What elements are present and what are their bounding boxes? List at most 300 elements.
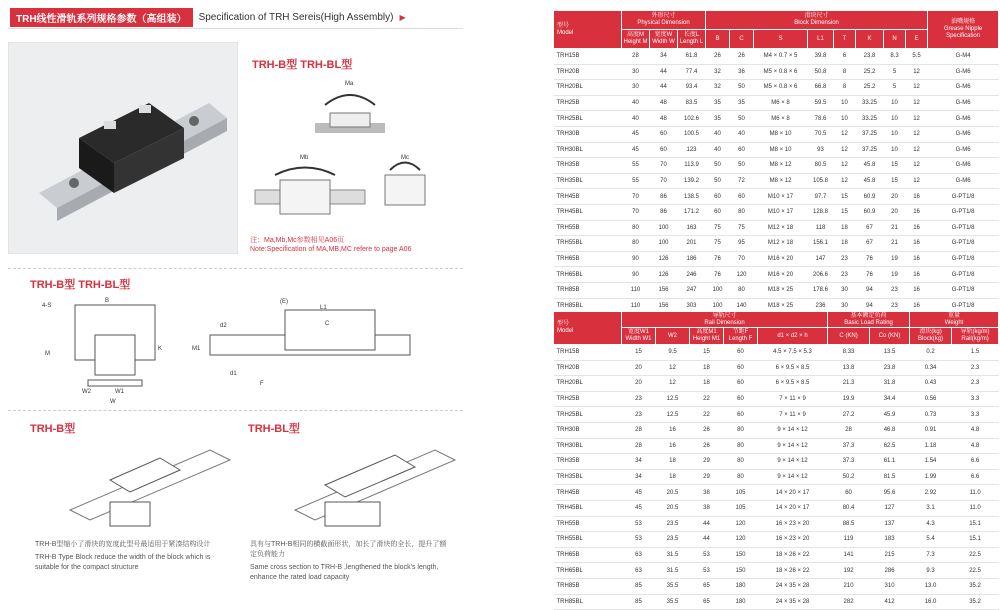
table-cell: 61.8 (678, 49, 706, 65)
table-cell: 31.5 (656, 547, 690, 563)
table-cell: TRH30BL (554, 438, 622, 454)
table-cell: 60 (724, 345, 758, 361)
table-cell: 16 (656, 422, 690, 438)
table-cell: 78.6 (808, 111, 834, 127)
table-cell: 123 (678, 142, 706, 158)
table-cell: M8 × 12 (754, 158, 808, 174)
table-cell: M8 × 10 (754, 126, 808, 142)
table-cell: 60 (724, 407, 758, 423)
table-cell: 156 (650, 282, 678, 298)
table-cell: 37.25 (856, 142, 884, 158)
table-cell: TRH30B (554, 422, 622, 438)
table-cell: 2.92 (910, 485, 952, 501)
divider-1 (8, 268, 463, 269)
table-cell: 60.9 (856, 204, 884, 220)
table-cell: 14 × 20 × 17 (758, 485, 828, 501)
c-dim: C (325, 321, 330, 327)
table-cell: 120 (724, 516, 758, 532)
table-cell: 53 (622, 532, 656, 548)
table-cell: 36 (730, 64, 754, 80)
table-cell: 85 (622, 578, 656, 594)
product-photo (8, 42, 238, 254)
b-type-description: TRH-B型缩小了滑块的宽度此型号最适用于紧凑结构设计 TRH-B Type Block reduce the width of the block which is suitable for the compact structure (35, 541, 211, 571)
header-arrow-icon: ▶ (399, 13, 406, 22)
table-cell: 44 (690, 532, 724, 548)
table-cell: G-PT1/8 (928, 189, 999, 205)
t1-subheader-cell: E (906, 30, 928, 49)
table-cell: M10 × 17 (754, 204, 808, 220)
table-cell: 40 (730, 126, 754, 142)
table-row (554, 547, 999, 563)
table-cell: 22 (690, 391, 724, 407)
table-cell: 1.18 (910, 438, 952, 454)
table-cell: 183 (870, 532, 910, 548)
table-cell: 23.8 (870, 360, 910, 376)
table-cell: 50 (730, 80, 754, 96)
table-cell: 23 (884, 282, 906, 298)
table-cell: 63 (622, 563, 656, 579)
table-cell: 80 (622, 220, 650, 236)
table-cell: G-PT1/8 (928, 282, 999, 298)
table-cell: 12 (656, 360, 690, 376)
t2-subheader-cell: 宽度W1 Width W1 (622, 328, 656, 345)
table-cell: 21.3 (828, 376, 870, 392)
table-cell: 72 (730, 173, 754, 189)
table-row (554, 204, 999, 220)
table-cell: 93 (808, 142, 834, 158)
table-cell: TRH45BL (554, 500, 622, 516)
table-cell: 10 (834, 95, 856, 111)
t2-rail-header: 导轨尺寸 Rail Dimension (622, 312, 828, 328)
table-cell: 16 (906, 298, 928, 314)
table-cell: 37.25 (856, 126, 884, 142)
table-cell: 50.8 (808, 64, 834, 80)
table-cell: 16 × 23 × 20 (758, 532, 828, 548)
table-cell: 60 (706, 204, 730, 220)
table-cell: 22.5 (952, 547, 999, 563)
b-type-drawing (60, 440, 240, 540)
table-cell: 29 (690, 454, 724, 470)
table-cell: 13.0 (910, 578, 952, 594)
table-cell: 28 (828, 422, 870, 438)
table-cell: 85 (622, 594, 656, 610)
table-cell: TRH35BL (554, 173, 622, 189)
table-cell: 90 (622, 267, 650, 283)
t1-body (554, 49, 999, 314)
table-cell: G-M6 (928, 142, 999, 158)
table-cell: 45 (622, 485, 656, 501)
table-cell: 83.5 (678, 95, 706, 111)
table-cell: 9 × 14 × 12 (758, 422, 828, 438)
t2-subheader-cell: 滑块(kg) Block(kg) (910, 328, 952, 345)
t2-subheader-cell: 节距F Length F (724, 328, 758, 345)
table-cell: 141 (828, 547, 870, 563)
table-cell: 60.9 (856, 189, 884, 205)
moment-note: 注：Ma,Mb,Mc参数相见A06页 Note:Specification of MA,MB,MC refere to page A06 (250, 237, 412, 253)
t2-subheader-cell: d1 × d2 × h (758, 328, 828, 345)
table-cell: 4.8 (952, 438, 999, 454)
table-cell: 44 (650, 64, 678, 80)
table-cell: 28 (622, 49, 650, 65)
table-cell: 12 (906, 173, 928, 189)
table-cell: 15 (622, 345, 656, 361)
table-cell: 60 (724, 376, 758, 392)
table-cell: 37.3 (828, 454, 870, 470)
table-cell: 6 × 9.5 × 8.5 (758, 376, 828, 392)
table-cell: 40 (706, 126, 730, 142)
t2-subheader-cell: W2 (656, 328, 690, 345)
table-cell: TRH85B (554, 578, 622, 594)
table-cell: 60 (724, 391, 758, 407)
table-cell: 34 (622, 469, 656, 485)
table-cell: 6.6 (952, 454, 999, 470)
table-cell: TRH20B (554, 64, 622, 80)
divider-2 (8, 410, 463, 411)
table-cell: 19.9 (828, 391, 870, 407)
table-cell: 53 (690, 563, 724, 579)
t1-grease-header: 油嘴规格 Grease Nipple Specification (928, 11, 999, 49)
w-dim: W (110, 399, 116, 405)
table-row (554, 95, 999, 111)
table-cell: 12 (834, 158, 856, 174)
table-cell: 28 (622, 422, 656, 438)
table-cell: G-M6 (928, 126, 999, 142)
moment-diagrams (245, 75, 465, 235)
table-cell: TRH55BL (554, 532, 622, 548)
table-cell: 35.2 (952, 578, 999, 594)
table-cell: TRH15B (554, 49, 622, 65)
table-cell: 35.5 (656, 594, 690, 610)
table-cell: TRH20BL (554, 376, 622, 392)
table-cell: 46.8 (870, 422, 910, 438)
table-row (554, 282, 999, 298)
table-cell: 90 (622, 251, 650, 267)
table-cell: 70.5 (808, 126, 834, 142)
four-s-label: 4-S (42, 303, 52, 309)
table-cell: TRH45B (554, 189, 622, 205)
table-cell: 15.1 (952, 516, 999, 532)
table-row (554, 173, 999, 189)
table-cell: 12.5 (656, 407, 690, 423)
table-cell: 156 (650, 298, 678, 314)
table-cell: 0.2 (910, 345, 952, 361)
t1-model-header: 型号 Model (554, 11, 622, 49)
table-cell: TRH25BL (554, 111, 622, 127)
table-cell: 7 × 11 × 9 (758, 407, 828, 423)
table-cell: 37.3 (828, 438, 870, 454)
table-cell: 7 × 11 × 9 (758, 391, 828, 407)
table-cell: 80 (724, 454, 758, 470)
table-cell: 16 (906, 251, 928, 267)
table-cell: 100 (650, 220, 678, 236)
table-cell: TRH85B (554, 282, 622, 298)
table-cell: G-M6 (928, 158, 999, 174)
b-type-title: TRH-B型 (30, 423, 76, 435)
t1-subheader-cell: 长度L Length L (678, 30, 706, 49)
table-cell: 80 (724, 438, 758, 454)
table-cell: G-PT1/8 (928, 236, 999, 252)
table-cell: 59.5 (808, 95, 834, 111)
m-dim: M (45, 351, 50, 357)
table-cell: 53 (690, 547, 724, 563)
table-row (554, 111, 999, 127)
table-cell: 44 (690, 516, 724, 532)
d1-dim: d1 (230, 371, 237, 377)
t1-subheader-cell: N (884, 30, 906, 49)
table-cell: TRH65B (554, 547, 622, 563)
table-cell: 192 (828, 563, 870, 579)
table-cell: 16 × 23 × 20 (758, 516, 828, 532)
table-cell: 12 (834, 173, 856, 189)
table-cell: TRH85BL (554, 594, 622, 610)
table-cell: 23.5 (656, 532, 690, 548)
table-row (554, 64, 999, 80)
header-divider (8, 28, 463, 29)
table-cell: 12 (906, 111, 928, 127)
table-cell: 55 (622, 158, 650, 174)
table-cell: 77.4 (678, 64, 706, 80)
table-cell: 15 (884, 158, 906, 174)
table-cell: TRH30BL (554, 142, 622, 158)
table-cell: 65 (690, 578, 724, 594)
table-cell: 140 (730, 298, 754, 314)
table-cell: M10 × 17 (754, 189, 808, 205)
table-cell: 4.8 (952, 422, 999, 438)
table-cell: 128.8 (808, 204, 834, 220)
table-cell: 12 (906, 64, 928, 80)
bl-type-drawing (285, 440, 465, 540)
table-cell: 40 (622, 111, 650, 127)
table-cell: 16 (906, 204, 928, 220)
table-cell: 35 (706, 111, 730, 127)
table-cell: 11.0 (952, 500, 999, 516)
table-cell: 28 (622, 438, 656, 454)
table-cell: 16.0 (910, 594, 952, 610)
table-cell: 9.5 (656, 345, 690, 361)
table-cell: 80 (622, 236, 650, 252)
table-cell: 60 (730, 142, 754, 158)
table-cell: 8.33 (828, 345, 870, 361)
table-cell: 70 (650, 173, 678, 189)
table-cell: 18 × 26 × 22 (758, 547, 828, 563)
table-cell: 100.5 (678, 126, 706, 142)
table-cell: 100 (706, 298, 730, 314)
table-cell: 39.8 (808, 49, 834, 65)
d2-dim: d2 (220, 323, 227, 329)
table-cell: TRH55B (554, 516, 622, 532)
table-cell: 16 (906, 220, 928, 236)
table-cell: 7.3 (910, 547, 952, 563)
table-cell: 26 (690, 438, 724, 454)
table-cell: 10 (884, 142, 906, 158)
table-cell: 23 (622, 391, 656, 407)
spec-left-panel (0, 0, 470, 607)
table-cell: 25.2 (856, 80, 884, 96)
table-cell: 29 (690, 469, 724, 485)
table-cell: 21 (884, 236, 906, 252)
table-cell: 18 × 26 × 22 (758, 563, 828, 579)
table-cell: 247 (678, 282, 706, 298)
table-cell: 12 (906, 95, 928, 111)
table-cell: 70 (730, 251, 754, 267)
table-cell: 80 (724, 469, 758, 485)
table-cell: 0.43 (910, 376, 952, 392)
table-row (554, 267, 999, 283)
table-cell: 12 (906, 80, 928, 96)
table-cell: 5 (884, 64, 906, 80)
table-cell: 215 (870, 547, 910, 563)
table-row (554, 391, 999, 407)
table-row (554, 236, 999, 252)
table-row (554, 516, 999, 532)
table-cell: TRH25BL (554, 407, 622, 423)
table-cell: 15 (884, 173, 906, 189)
table-cell: 30 (834, 282, 856, 298)
table-cell: 119 (828, 532, 870, 548)
table-row (554, 532, 999, 548)
table-cell: 10 (884, 95, 906, 111)
table-cell: 12 (656, 376, 690, 392)
table-cell: 23 (834, 251, 856, 267)
table-cell: G-PT1/8 (928, 220, 999, 236)
t2-subheader-cell: 导轨(kg/m) Rail(kg/m) (952, 328, 999, 345)
table-cell: TRH55BL (554, 236, 622, 252)
table-cell: 76 (706, 251, 730, 267)
w1-dim: W1 (115, 389, 124, 395)
table-cell: 33.25 (856, 111, 884, 127)
table-cell: 18 (834, 236, 856, 252)
table-cell: 12 (834, 126, 856, 142)
table-cell: 127 (870, 500, 910, 516)
table-cell: 33.25 (856, 95, 884, 111)
table-cell: 18 (690, 360, 724, 376)
table-cell: 62.5 (870, 438, 910, 454)
guide-rail-illustration (9, 43, 237, 253)
table-cell: 180 (724, 578, 758, 594)
table-cell: M8 × 12 (754, 173, 808, 189)
table-cell: 97.7 (808, 189, 834, 205)
table-cell: 6 (834, 49, 856, 65)
table-cell: 50 (730, 111, 754, 127)
t2-weight-header: 重量 Weight (910, 312, 999, 328)
table-cell: 32 (706, 80, 730, 96)
table-cell: 76 (856, 267, 884, 283)
table-cell: 60 (706, 189, 730, 205)
table-cell: 23 (884, 298, 906, 314)
table-cell: TRH15B (554, 345, 622, 361)
table-cell: 60 (828, 485, 870, 501)
table-row (554, 345, 999, 361)
table-row (554, 594, 999, 610)
table-cell: 100 (706, 282, 730, 298)
top-section-title: TRH-B型 TRH-BL型 (252, 59, 353, 71)
table-cell: 118 (808, 220, 834, 236)
table-cell: 19 (884, 267, 906, 283)
rail-dimension-table (553, 311, 999, 610)
table-cell: TRH55B (554, 220, 622, 236)
table-cell: TRH20B (554, 360, 622, 376)
table-cell: 20 (622, 376, 656, 392)
table-cell: 94 (856, 282, 884, 298)
table-cell: 24 × 35 × 28 (758, 578, 828, 594)
table-cell: M5 × 0.8 × 6 (754, 64, 808, 80)
table-cell: M8 × 10 (754, 142, 808, 158)
table-cell: 120 (724, 532, 758, 548)
table-cell: 60 (724, 360, 758, 376)
table-cell: 40 (622, 95, 650, 111)
table-cell: G-PT1/8 (928, 267, 999, 283)
table-cell: 8 (834, 80, 856, 96)
table-cell: 9.3 (910, 563, 952, 579)
table-cell: 150 (724, 563, 758, 579)
table-cell: 27.2 (828, 407, 870, 423)
table-cell: 38 (690, 500, 724, 516)
table-cell: TRH35B (554, 158, 622, 174)
table-row (554, 454, 999, 470)
table-row (554, 485, 999, 501)
table-cell: 93.4 (678, 80, 706, 96)
table-cell: 80 (730, 282, 754, 298)
table-cell: 32 (706, 64, 730, 80)
mb-label: Mb (300, 155, 309, 161)
table-cell: 0.73 (910, 407, 952, 423)
table-cell: M6 × 8 (754, 95, 808, 111)
table-cell: 5 (884, 80, 906, 96)
table-cell: TRH25B (554, 95, 622, 111)
table-cell: 4.5 × 7.5 × 5.3 (758, 345, 828, 361)
t1-subheader-cell: B (706, 30, 730, 49)
table-cell: 13.5 (870, 345, 910, 361)
table-cell: 70 (622, 189, 650, 205)
table-cell: 18 (690, 376, 724, 392)
table-row (554, 80, 999, 96)
table-cell: 63 (622, 547, 656, 563)
l1-dim: L1 (320, 305, 327, 311)
table-cell: 100 (650, 236, 678, 252)
table-cell: 50.2 (828, 469, 870, 485)
table-cell: 67 (856, 236, 884, 252)
table-cell: G-M6 (928, 173, 999, 189)
table-cell: 45.8 (856, 158, 884, 174)
table-cell: M16 × 20 (754, 251, 808, 267)
table-cell: 105 (724, 485, 758, 501)
table-cell: 61.1 (870, 454, 910, 470)
table-cell: 76 (856, 251, 884, 267)
table-row (554, 49, 999, 65)
table-row (554, 220, 999, 236)
table-cell: 70 (650, 158, 678, 174)
table-cell: M12 × 18 (754, 220, 808, 236)
table-cell: G-M6 (928, 111, 999, 127)
table-cell: 412 (870, 594, 910, 610)
table-cell: 5.5 (906, 49, 928, 65)
table-cell: 15 (834, 204, 856, 220)
side-view-drawing (190, 295, 430, 405)
table-cell: 139.2 (678, 173, 706, 189)
table-cell: 12 (906, 126, 928, 142)
table-cell: G-M4 (928, 49, 999, 65)
table-row (554, 126, 999, 142)
header (10, 8, 406, 27)
table-cell: 75 (730, 220, 754, 236)
table-cell: 55 (622, 173, 650, 189)
table-cell: 12 (834, 142, 856, 158)
table-cell: G-PT1/8 (928, 298, 999, 314)
table-cell: 20 (884, 189, 906, 205)
table-row (554, 578, 999, 594)
bl-type-description: 具有与TRH-B相同的横截面形状，加长了滑块的全长，提升了额定负荷能力 Same cross section to TRH-B ,lengthened the block’s length, enhance the rated load capacity (250, 541, 447, 581)
table-cell: 60 (730, 189, 754, 205)
